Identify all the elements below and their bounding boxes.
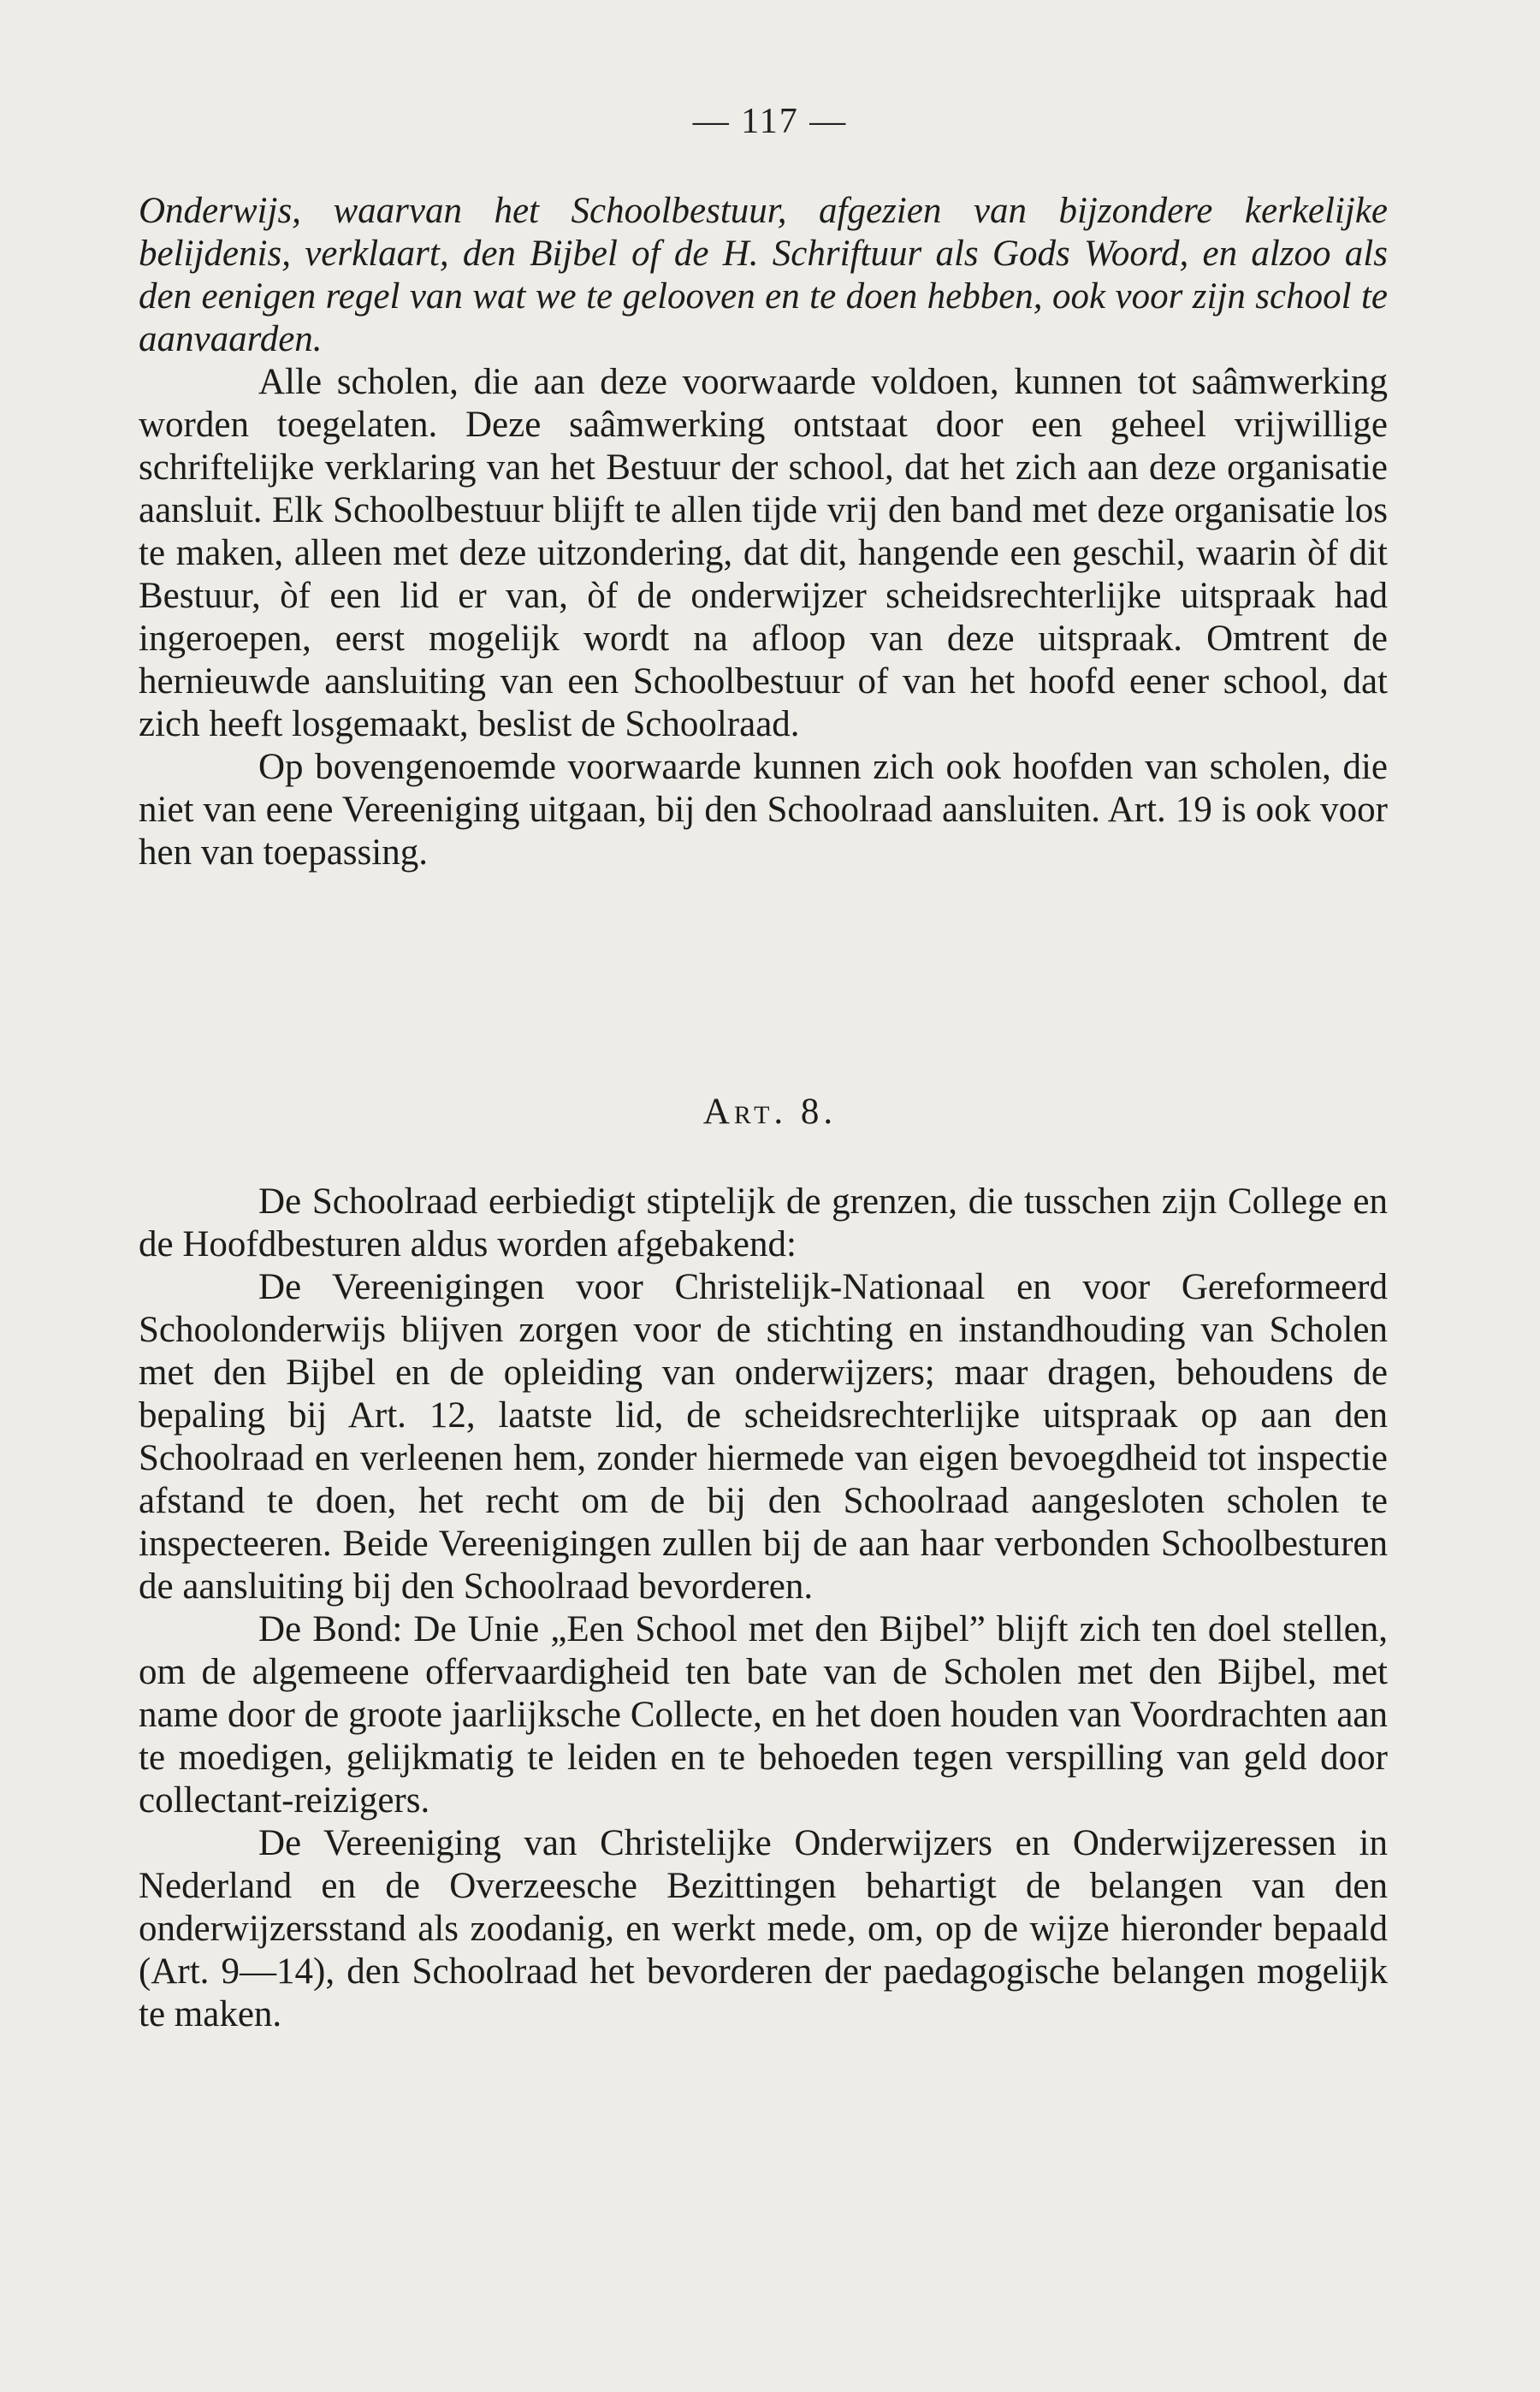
paragraph-associations: De Vereenigingen voor Christelijk-Nationaal en voor Gereformeerd Schoolonderwijs blijven zorgen voor de stichting en instandhouding van Scholen met den Bijbel en de opleiding van onderwijzers; maar dragen, behoudens de bepaling bij Art. 12, laatste lid, de scheidsrechterlijke uitspraak op aan den Schoolraad en verleenen hem, zonder hiermede van eigen bevoegdheid tot inspectie afstand te doen, het recht om de bij den Schoolraad aangesloten scholen te inspecteeren. Beide Vereenigingen zullen bij de aan haar verbonden Schoolbesturen de aansluiting bij den Schoolraad bevorderen. <box>139 1267 1388 1607</box>
paragraph-school-heads: Op bovengenoemde voorwaarde kunnen zich ook hoofden van scholen, die niet van eene Vereeniging uitgaan, bij den Schoolraad aansluiten. Art. 19 is ook voor hen van toepassing. <box>139 747 1388 873</box>
page-number: — 117 — <box>692 102 848 141</box>
paragraph-boundaries: De Schoolraad eerbiedigt stiptelijk de grenzen, die tusschen zijn College en de Hoofdbesturen aldus worden afgebakend: <box>139 1181 1388 1264</box>
paragraph-cooperation: Alle scholen, die aan deze voorwaarde voldoen, kunnen tot saâmwerking worden toegelaten. Deze saâmwerking ontstaat door een geheel vrijwillige schriftelijke verklaring van het Bestuur der school, dat het zich aan deze organisatie aansluit. Elk Schoolbestuur blijft te allen tijde vrij den band met deze organisatie los te maken, alleen met deze uitzondering, dat dit, hangende een geschil, waarin òf dit Bestuur, òf een lid er van, òf de onderwijzer scheidsrechterlijke uitspraak had ingeroepen, eerst mogelijk wordt na afloop van deze uitspraak. Omtrent de hernieuwde aansluiting van een Schoolbestuur of van het hoofd eener school, dat zich heeft losgemaakt, beslist de Schoolraad. <box>139 362 1388 744</box>
article-heading: Art. 8. <box>702 1092 838 1132</box>
paragraph-bond: De Bond: De Unie „Een School met den Bijbel” blijft zich ten doel stellen, om de algemeene offervaardigheid ten bate van de Scholen met den Bijbel, met name door de groote jaarlijksche Collecte, en het doen houden van Voordrachten aan te moedigen, gelijkmatig te leiden en te behoeden tegen verspilling van geld door collectant-reizigers. <box>139 1609 1388 1821</box>
italic-paragraph: Onderwijs, waarvan het Schoolbestuur, afgezien van bijzondere kerkelijke belijdenis, verklaart, den Bijbel of de H. Schriftuur als Gods Woord, en alzoo als den eenigen regel van wat we te gelooven en te doen hebben, ook voor zijn school te aanvaarden. <box>139 191 1388 359</box>
article-8-text <box>139 1181 1388 2036</box>
paragraph-teachers-association: De Vereeniging van Christelijke Onderwijzers en Onderwijzeressen in Nederland en de Overzeesche Bezittingen behartigt de belangen van den onderwijzersstand als zoodanig, en werkt mede, om, op de wijze hieronder bepaald (Art. 9—14), den Schoolraad het bevorderen der paedagogische belangen mogelijk te maken. <box>139 1823 1388 2034</box>
continued-article-text <box>139 190 1388 874</box>
